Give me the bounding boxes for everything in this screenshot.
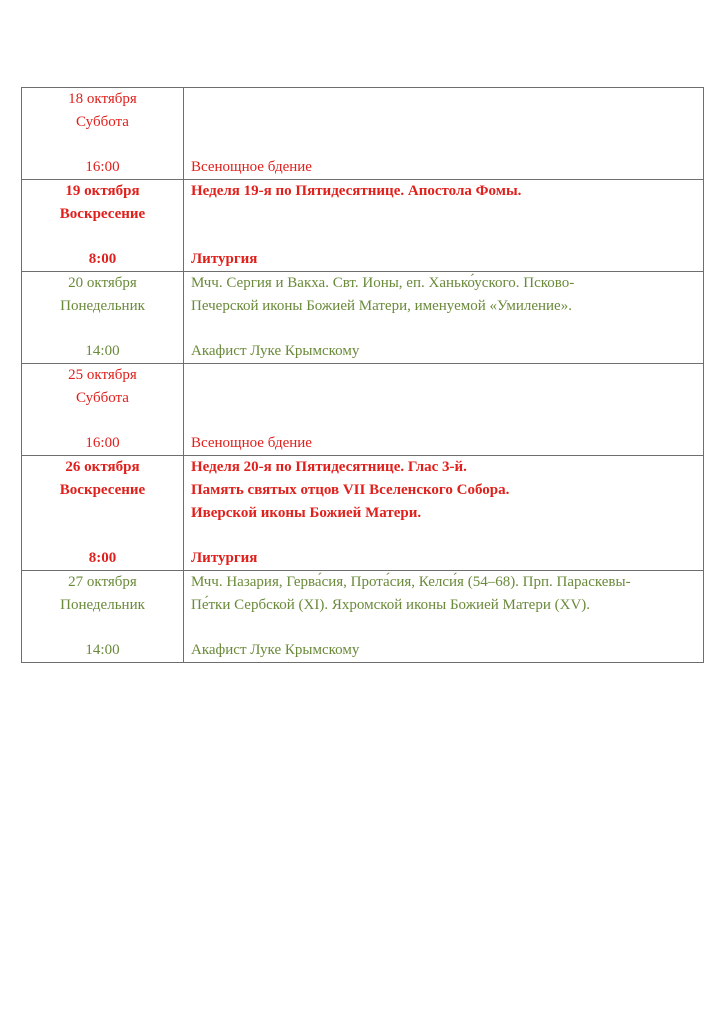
feast-line: Неделя 20-я по Пятидесятнице. Глас 3-й. [191, 459, 467, 475]
schedule-row [22, 364, 704, 456]
date-label: 18 октября [68, 91, 137, 107]
description-cell [184, 571, 704, 663]
date-label: 20 октября [68, 275, 137, 291]
service-label: Литургия [191, 251, 258, 267]
schedule-row [22, 180, 704, 272]
date-cell [22, 88, 184, 180]
schedule-row [22, 571, 704, 663]
weekday-label: Суббота [76, 114, 129, 130]
time-label: 16:00 [85, 159, 120, 175]
feast-line: Память святых отцов VII Вселенского Собора. [191, 482, 510, 498]
description-cell [184, 272, 704, 364]
weekday-label: Понедельник [60, 597, 145, 613]
time-label: 8:00 [88, 550, 117, 566]
date-label: 19 октября [65, 183, 140, 199]
time-label: 14:00 [85, 343, 120, 359]
schedule-row [22, 88, 704, 180]
feast-line: Мчч. Назария, Герва́сия, Прота́сия, Келси́я (54–68). Прп. Параскевы- [191, 574, 631, 590]
date-label: 27 октября [68, 574, 137, 590]
date-cell [22, 180, 184, 272]
date-cell [22, 456, 184, 571]
service-label: Акафист Луке Крымскому [191, 343, 360, 359]
feast-line: Мчч. Сергия и Вакха. Свт. Ионы, еп. Ханько́уского. Псково- [191, 275, 575, 291]
schedule-row [22, 272, 704, 364]
weekday-label: Суббота [76, 390, 129, 406]
weekday-label: Воскресение [59, 482, 146, 498]
service-label: Акафист Луке Крымскому [191, 642, 360, 658]
weekday-label: Воскресение [59, 206, 146, 222]
date-cell [22, 272, 184, 364]
time-label: 16:00 [85, 435, 120, 451]
weekday-label: Понедельник [60, 298, 145, 314]
description-cell [184, 456, 704, 571]
time-label: 14:00 [85, 642, 120, 658]
service-label: Литургия [191, 550, 258, 566]
schedule-table [21, 87, 704, 663]
description-cell [184, 180, 704, 272]
date-cell [22, 364, 184, 456]
feast-line: Печерской иконы Божией Матери, именуемой «Умиление». [191, 298, 572, 314]
date-label: 25 октября [68, 367, 137, 383]
description-cell [184, 88, 704, 180]
service-label: Всенощное бдение [191, 159, 312, 175]
service-label: Всенощное бдение [191, 435, 312, 451]
date-cell [22, 571, 184, 663]
description-cell [184, 364, 704, 456]
schedule-row [22, 456, 704, 571]
feast-line: Неделя 19-я по Пятидесятнице. Апостола Фомы. [191, 183, 522, 199]
feast-line: Пе́тки Сербской (XI). Яхромской иконы Божией Матери (XV). [191, 597, 591, 613]
date-label: 26 октября [65, 459, 140, 475]
feast-line: Иверской иконы Божией Матери. [191, 505, 422, 521]
time-label: 8:00 [88, 251, 117, 267]
